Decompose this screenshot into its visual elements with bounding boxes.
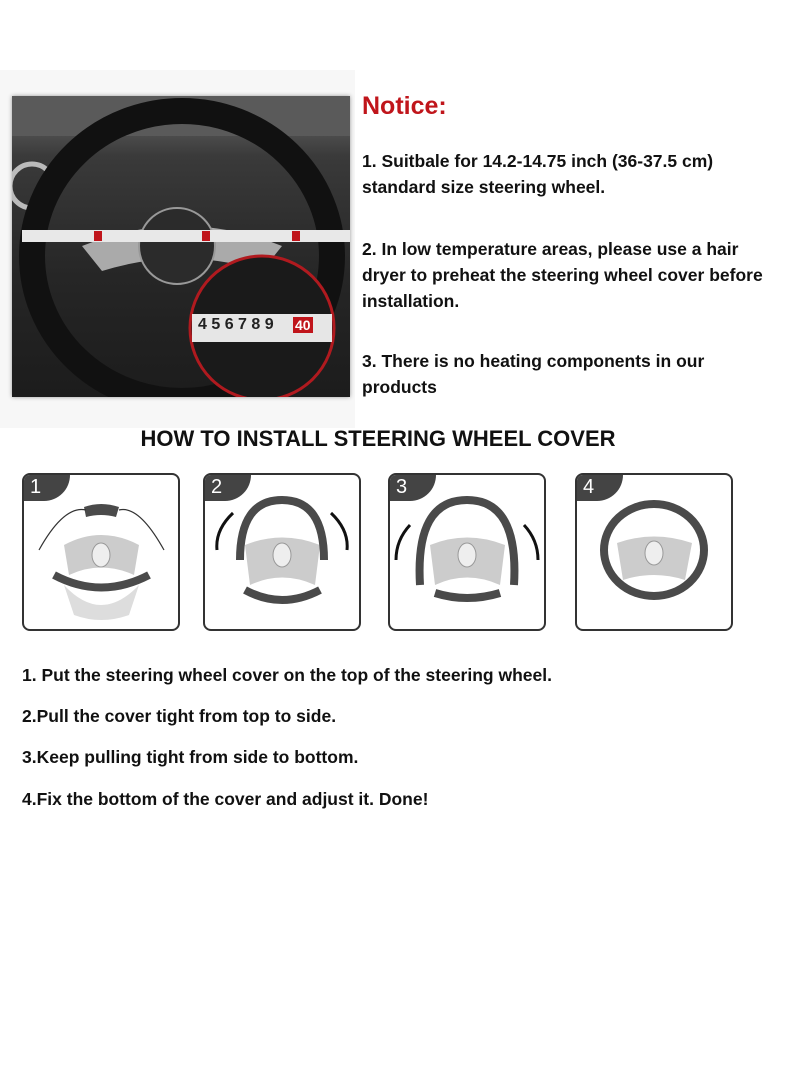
install-step-1 bbox=[22, 473, 180, 631]
install-step-4 bbox=[575, 473, 733, 631]
step-number: 4 bbox=[577, 475, 623, 501]
notice-item-3: 3. There is no heating components in our products bbox=[362, 351, 705, 397]
tape-zoom-label: 4 5 6 7 8 9 bbox=[198, 316, 274, 333]
notice-item-2: 2. In low temperature areas, please use a hair dryer to preheat the steering wheel cover before installation. bbox=[362, 239, 763, 311]
instruction-4: 4.Fix the bottom of the cover and adjust it. Done! bbox=[22, 789, 429, 809]
install-title: HOW TO INSTALL STEERING WHEEL COVER bbox=[140, 426, 616, 451]
tape-highlight-label: 40 bbox=[295, 317, 311, 333]
instruction-1: 1. Put the steering wheel cover on the top of the steering wheel. bbox=[22, 665, 552, 685]
steering-wheel-measurement-photo bbox=[12, 96, 350, 397]
notice-item-1: 1. Suitbale for 14.2-14.75 inch (36-37.5 cm) standard size steering wheel. bbox=[362, 151, 714, 197]
step-number: 1 bbox=[24, 475, 70, 501]
step-number: 3 bbox=[390, 475, 436, 501]
instruction-3: 3.Keep pulling tight from side to bottom. bbox=[22, 747, 359, 767]
install-step-2 bbox=[203, 473, 361, 631]
notice-title: Notice: bbox=[362, 92, 447, 120]
instruction-2: 2.Pull the cover tight from top to side. bbox=[22, 706, 337, 726]
step-number: 2 bbox=[205, 475, 251, 501]
install-step-3 bbox=[388, 473, 546, 631]
